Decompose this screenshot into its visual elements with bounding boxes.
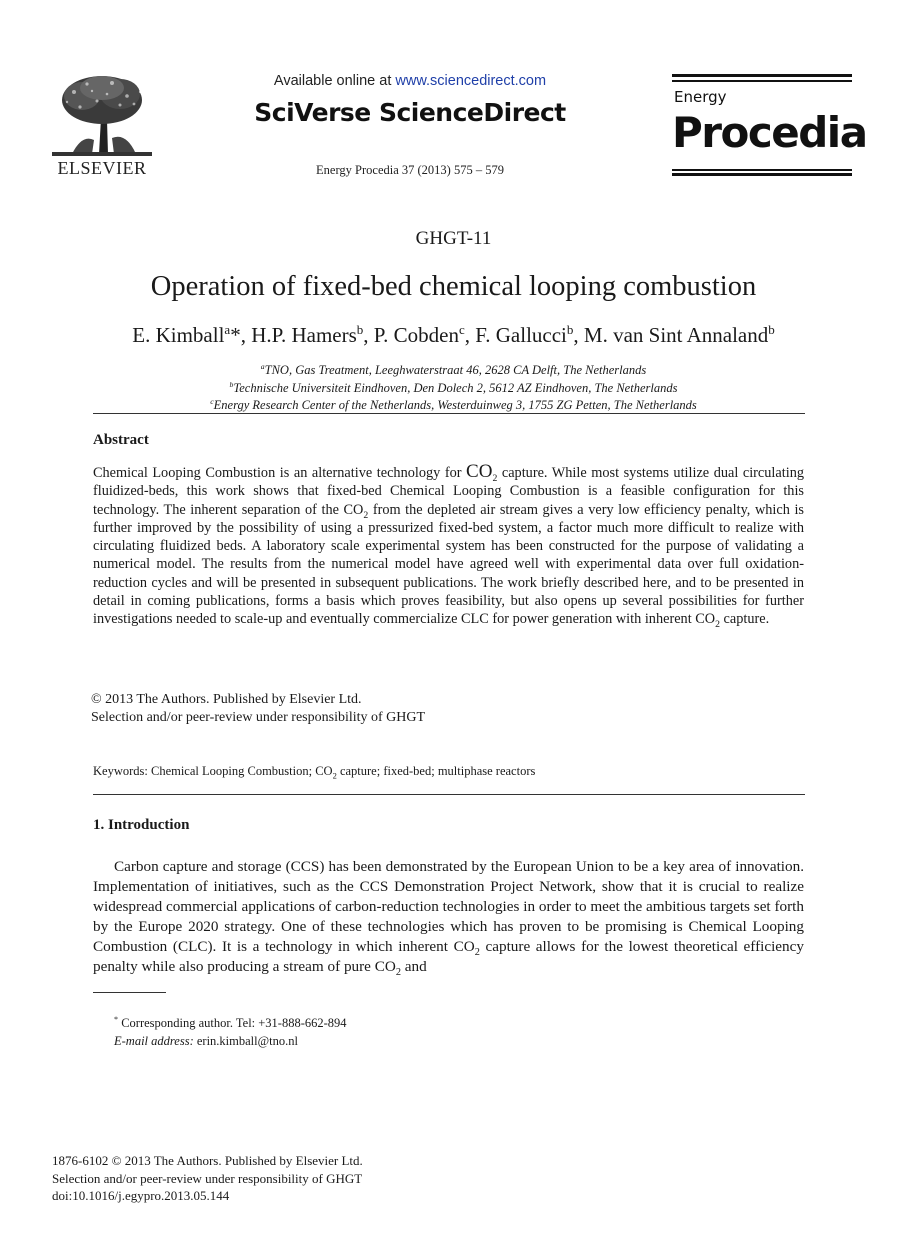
copyright-notice	[91, 691, 425, 727]
author-affiliation-mark: b	[768, 322, 775, 337]
affiliation-mark: b	[229, 379, 234, 389]
copyright-line: © 2013 The Authors. Published by Elsevier Ltd.	[91, 692, 362, 707]
paper-title: Operation of fixed-bed chemical looping combustion	[150, 271, 757, 302]
sciencedirect-link[interactable]: www.sciencedirect.com	[395, 73, 547, 89]
keywords-text: capture; fixed-bed; multiphase reactors	[336, 764, 536, 778]
affiliation-c	[0, 398, 907, 413]
keywords-text: Keywords: Chemical Looping Combustion; CO	[93, 764, 333, 778]
issn-block	[52, 1152, 363, 1205]
journal-logo-subtitle: Energy	[674, 88, 727, 106]
intro-text-segment: and	[401, 958, 427, 975]
subscript: 2	[474, 947, 480, 959]
author-affiliation-mark: a	[224, 322, 231, 337]
logo-rule-top-thin	[672, 80, 852, 82]
author-name: P. Cobden	[373, 323, 459, 347]
author-name: F. Gallucci	[475, 323, 567, 347]
subscript: 2	[395, 967, 401, 979]
energy-procedia-logo	[672, 74, 867, 178]
logo-rule-top	[672, 74, 852, 77]
logo-rule-bottom	[672, 173, 852, 176]
affiliation-mark: a	[260, 361, 265, 371]
abstract-heading: Abstract	[93, 432, 149, 448]
author-name: H.P. Hamers	[251, 323, 357, 347]
subscript: 2	[363, 509, 369, 521]
author-name: M. van Sint Annaland	[583, 323, 769, 347]
elsevier-wordmark: ELSEVIER	[57, 158, 147, 178]
affiliation-text: TNO, Gas Treatment, Leeghwaterstraat 46, 2628 CA Delft, The Netherlands	[264, 363, 647, 377]
header-divider	[93, 413, 805, 414]
author-list: E. Kimball$^a$*, H.P. Hamers$^b$, P. Cobden$^c$, F. Gallucci$^b$, M. van Sint Annaland$^b$	[132, 322, 775, 347]
intro-text-segment: capture allows for the lowest theoretical efficiency penalty while also producing a stream of pure CO	[93, 938, 804, 975]
available-online-label: Available online at	[273, 73, 396, 89]
issn-peer-review-line: Selection and/or peer-review under responsibility of GHGT	[52, 1170, 363, 1186]
conference-name: GHGT-11	[415, 228, 492, 249]
abstract-divider	[93, 794, 805, 795]
keywords-line	[93, 764, 535, 779]
affiliation-mark: c	[210, 396, 214, 406]
affiliation-text: Energy Research Center of the Netherlands, Westerduinweg 3, 1755 ZG Petten, The Netherlands	[213, 398, 697, 412]
intro-text-segment: Carbon capture and storage (CCS) has been demonstrated by the European Union to be a key area of innovation. Implementation of initiatives, such as the CCS Demonstration Project Network, show that it is crucial to realize widespread commercial applications of carbon-reduction technologies in order to meet the ambitious targets set forth by the Europe 2020 strategy. One of these technologies which has proven to be promising is Chemical Looping Combustion (CLC). It is a technology in which inherent CO	[93, 858, 804, 955]
corresponding-author-footnote	[114, 1014, 347, 1050]
abstract-body	[93, 463, 804, 629]
email-address[interactable]: erin.kimball@tno.nl	[193, 1034, 298, 1048]
footnote-divider	[93, 992, 166, 993]
introduction-heading: 1. Introduction	[93, 817, 190, 833]
introduction-body	[93, 857, 804, 977]
author-affiliation-mark: b	[356, 322, 364, 337]
journal-logo-title: Procedia	[672, 108, 867, 157]
abstract-text-segment: Chemical Looping Combustion is an alternative technology for	[93, 465, 467, 481]
email-label: E-mail address:	[114, 1034, 194, 1048]
author-affiliation-mark: b	[566, 322, 574, 337]
subscript: 2	[715, 619, 720, 631]
logo-rule-bottom-thin	[672, 169, 852, 171]
subscript: 2	[492, 472, 498, 484]
journal-reference: Energy Procedia 37 (2013) 575 – 579	[316, 163, 504, 177]
peer-review-line: Selection and/or peer-review under responsibility of GHGT	[91, 710, 426, 725]
footnote-contact: Corresponding author. Tel: +31-888-662-894	[118, 1016, 347, 1030]
abstract-text-segment: from the depleted air stream gives a very low efficiency penalty, which is further improved by the possibility of using a pressurized fixed-bed system, a factor much more difficult to realize with circulating fluidized beds. A laboratory scale experimental system has been constructed for the purpose of validating a numerical model. The results from the numerical model have agreed well with experimental data over full oxidation-reduction cycles and will be presented in subsequent publications. The work briefly described here, and to be presented in detail in coming publications, forms a basis which proves feasibility, but also opens up several possibilities for further investigations needed to scale-up and eventually commercialize CLC for power generation with inherent CO	[93, 501, 804, 628]
subscript: 2	[332, 770, 337, 781]
affiliation-text: Technische Universiteit Eindhoven, Den Dolech 2, 5612 AZ Eindhoven, The Netherlands	[233, 381, 678, 395]
author-affiliation-mark: c	[458, 322, 465, 337]
affiliation-b	[0, 381, 907, 396]
issn-line: 1876-6102 © 2013 The Authors. Published by Elsevier Ltd.	[52, 1153, 363, 1168]
sciverse-sciencedirect-logo: SciVerse ScienceDirect	[254, 98, 566, 127]
doi-link[interactable]: doi:10.1016/j.egypro.2013.05.144	[52, 1188, 230, 1203]
abstract-co2-formula: CO	[466, 461, 493, 482]
abstract-text-segment: capture.	[719, 611, 770, 628]
abstract-text-segment: capture. While most systems utilize dual circulating fluidized-beds, this work shows that fixed-bed Chemical Looping Combustion is a feasible configuration for this technology. The inherent separation of the CO	[93, 465, 804, 518]
corresponding-author-mark: *	[230, 323, 241, 347]
author-name: E. Kimball	[132, 323, 225, 347]
footnote-mark: *	[114, 1014, 119, 1024]
affiliation-a	[0, 363, 907, 378]
